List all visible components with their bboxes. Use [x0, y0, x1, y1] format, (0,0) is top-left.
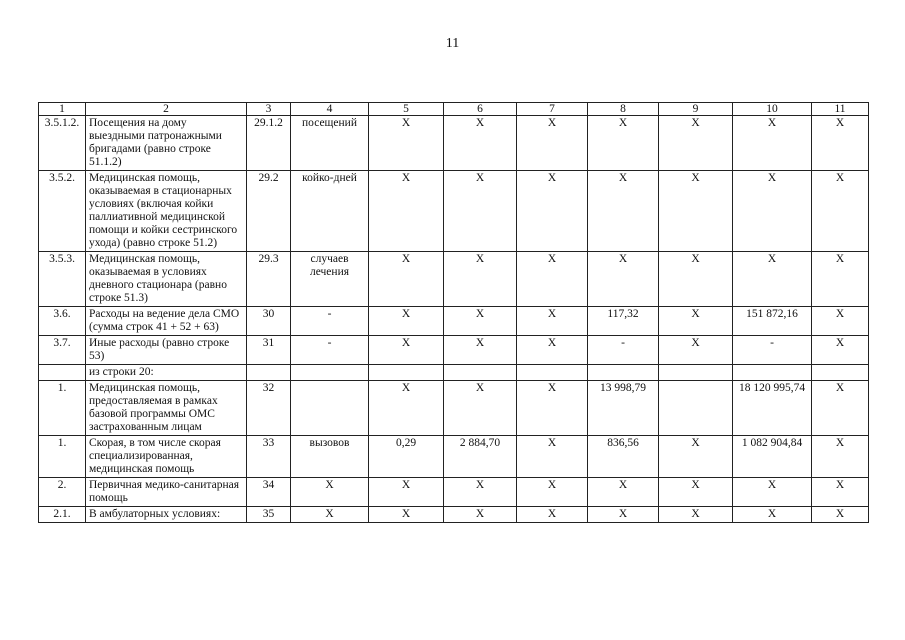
table-cell-col-7: X [517, 381, 588, 436]
table-cell-col-4: - [291, 307, 369, 336]
table-cell-col-11 [812, 365, 869, 381]
table-cell-col-2: Медицинская помощь, предоставляемая в рамках базовой программы ОМС застрахованным лицам [86, 381, 247, 436]
table-cell-col-8 [588, 365, 659, 381]
table-row [39, 507, 869, 523]
table-cell-col-3: 33 [247, 436, 291, 478]
table-cell-col-8: X [588, 252, 659, 307]
table-row [39, 252, 869, 307]
table-cell-col-1: 2.1. [39, 507, 86, 523]
table-cell-col-11: X [812, 381, 869, 436]
table-cell-col-2: Медицинская помощь, оказываемая в стационарных условиях (включая койки паллиативной медицинской помощи и койки сестринского ухода) (равно строке 51.2) [86, 171, 247, 252]
table-cell-col-6: X [444, 252, 517, 307]
table-row [39, 307, 869, 336]
table-row [39, 116, 869, 171]
table-body [39, 103, 869, 523]
table-cell-col-4: посещений [291, 116, 369, 171]
table-cell-col-11: X [812, 478, 869, 507]
table-cell-col-7: X [517, 116, 588, 171]
table-row [39, 381, 869, 436]
header-cell-7: 7 [517, 103, 588, 116]
header-cell-1: 1 [39, 103, 86, 116]
table-cell-col-9 [659, 365, 733, 381]
table-cell-col-9 [659, 381, 733, 436]
table-cell-col-10: - [733, 336, 812, 365]
table-cell-col-1: 3.6. [39, 307, 86, 336]
table-cell-col-2: Медицинская помощь, оказываемая в условиях дневного стационара (равно строке 51.3) [86, 252, 247, 307]
table-cell-col-11: X [812, 307, 869, 336]
table-cell-col-9: X [659, 307, 733, 336]
table-cell-col-2: Иные расходы (равно строке 53) [86, 336, 247, 365]
table-cell-col-3: 31 [247, 336, 291, 365]
header-cell-5: 5 [369, 103, 444, 116]
table-cell-col-9: X [659, 436, 733, 478]
table-cell-col-6: X [444, 507, 517, 523]
table-cell-col-8: X [588, 171, 659, 252]
table-cell-col-11: X [812, 336, 869, 365]
table-cell-col-5: X [369, 307, 444, 336]
table-cell-col-7: X [517, 252, 588, 307]
table-row [39, 478, 869, 507]
table-cell-col-7: X [517, 171, 588, 252]
table-cell-col-5 [369, 365, 444, 381]
table-cell-col-9: X [659, 336, 733, 365]
table-cell-col-8: 836,56 [588, 436, 659, 478]
table-cell-col-9: X [659, 252, 733, 307]
table-cell-col-5: X [369, 336, 444, 365]
table-row [39, 365, 869, 381]
header-cell-11: 11 [812, 103, 869, 116]
table-cell-col-3: 35 [247, 507, 291, 523]
table-cell-col-6: X [444, 116, 517, 171]
table-cell-col-1: 2. [39, 478, 86, 507]
table-cell-col-2: Скорая, в том числе скорая специализированная, медицинская помощь [86, 436, 247, 478]
table-cell-col-3 [247, 365, 291, 381]
table-cell-col-10: X [733, 171, 812, 252]
table-cell-col-8: 117,32 [588, 307, 659, 336]
table-cell-col-2: Посещения на дому выездными патронажными бригадами (равно строке 51.1.2) [86, 116, 247, 171]
table-cell-col-11: X [812, 507, 869, 523]
table-cell-col-4: - [291, 336, 369, 365]
table-cell-col-10: X [733, 478, 812, 507]
table-cell-col-7: X [517, 336, 588, 365]
table-cell-col-7 [517, 365, 588, 381]
header-cell-8: 8 [588, 103, 659, 116]
table-cell-col-3: 29.3 [247, 252, 291, 307]
table-cell-col-3: 30 [247, 307, 291, 336]
table-cell-col-1: 3.7. [39, 336, 86, 365]
table-cell-col-6: X [444, 336, 517, 365]
table-cell-col-10: 1 082 904,84 [733, 436, 812, 478]
table-cell-col-1: 3.5.2. [39, 171, 86, 252]
header-cell-3: 3 [247, 103, 291, 116]
table-cell-col-6: 2 884,70 [444, 436, 517, 478]
table-cell-col-1: 1. [39, 381, 86, 436]
table-cell-col-11: X [812, 252, 869, 307]
table-cell-col-11: X [812, 436, 869, 478]
table-cell-col-9: X [659, 478, 733, 507]
table-cell-col-3: 29.1.2 [247, 116, 291, 171]
table-cell-col-3: 34 [247, 478, 291, 507]
table-cell-col-4 [291, 381, 369, 436]
table-cell-col-5: X [369, 381, 444, 436]
table-cell-col-9: X [659, 116, 733, 171]
table-cell-col-10: 151 872,16 [733, 307, 812, 336]
table-cell-col-10: X [733, 116, 812, 171]
table-cell-col-8: - [588, 336, 659, 365]
table-cell-col-5: X [369, 252, 444, 307]
table-cell-col-7: X [517, 478, 588, 507]
table-cell-col-8: X [588, 478, 659, 507]
table-cell-col-5: X [369, 507, 444, 523]
page-number: 11 [445, 36, 460, 51]
table-cell-col-6: X [444, 381, 517, 436]
table-cell-col-6: X [444, 171, 517, 252]
table-cell-col-1: 3.5.1.2. [39, 116, 86, 171]
table-row [39, 336, 869, 365]
table-cell-col-4: койко-дней [291, 171, 369, 252]
table-cell-col-9: X [659, 171, 733, 252]
table-cell-col-9: X [659, 507, 733, 523]
table-cell-col-5: X [369, 478, 444, 507]
table-cell-col-6: X [444, 478, 517, 507]
table-cell-col-4: вызовов [291, 436, 369, 478]
table-cell-col-4: X [291, 507, 369, 523]
table-cell-col-2: В амбулаторных условиях: [86, 507, 247, 523]
header-cell-2: 2 [86, 103, 247, 116]
table-cell-col-5: X [369, 116, 444, 171]
header-row [39, 103, 869, 116]
table-cell-col-1: 1. [39, 436, 86, 478]
table-cell-col-8: X [588, 507, 659, 523]
header-cell-6: 6 [444, 103, 517, 116]
table-cell-col-8: X [588, 116, 659, 171]
header-cell-10: 10 [733, 103, 812, 116]
table-row [39, 436, 869, 478]
table-row [39, 171, 869, 252]
table-cell-col-10 [733, 365, 812, 381]
table-cell-col-2: Расходы на ведение дела СМО (сумма строк 41 + 52 + 63) [86, 307, 247, 336]
table-cell-col-2: из строки 20: [86, 365, 247, 381]
table-cell-col-4 [291, 365, 369, 381]
table-cell-col-3: 29.2 [247, 171, 291, 252]
table-cell-col-7: X [517, 307, 588, 336]
header-cell-4: 4 [291, 103, 369, 116]
table-cell-col-11: X [812, 116, 869, 171]
table-cell-col-10: 18 120 995,74 [733, 381, 812, 436]
table-cell-col-3: 32 [247, 381, 291, 436]
table-cell-col-2: Первичная медико-санитарная помощь [86, 478, 247, 507]
table-cell-col-10: X [733, 252, 812, 307]
table-cell-col-10: X [733, 507, 812, 523]
table-cell-col-7: X [517, 507, 588, 523]
data-table [38, 102, 869, 523]
table-cell-col-6 [444, 365, 517, 381]
table-cell-col-5: 0,29 [369, 436, 444, 478]
table-cell-col-4: X [291, 478, 369, 507]
table-cell-col-1: 3.5.3. [39, 252, 86, 307]
table-cell-col-1 [39, 365, 86, 381]
table-cell-col-7: X [517, 436, 588, 478]
table-cell-col-5: X [369, 171, 444, 252]
table-cell-col-4: случаев лечения [291, 252, 369, 307]
table-cell-col-6: X [444, 307, 517, 336]
table-cell-col-8: 13 998,79 [588, 381, 659, 436]
header-cell-9: 9 [659, 103, 733, 116]
table-cell-col-11: X [812, 171, 869, 252]
